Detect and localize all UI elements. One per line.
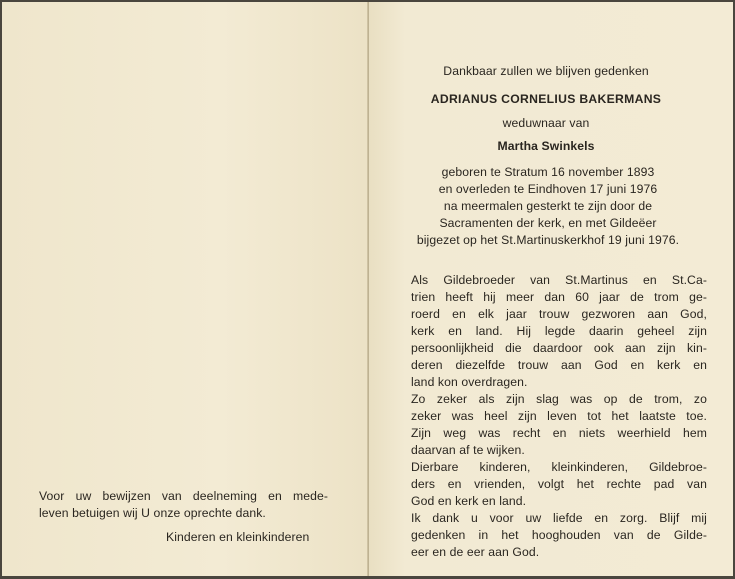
relation-line: weduwnaar van: [502, 116, 590, 130]
deceased-name: ADRIANUS CORNELIUS BAKERMANS: [430, 92, 662, 106]
details-line: en overleden te Eindhoven 17 juni 1976: [438, 182, 658, 196]
body-line: Als Gildebroeder van St.Martinus en St.Ca-: [411, 273, 707, 287]
body-line: zeker was heel zijn leven tot het laatste toe.: [411, 409, 707, 423]
body-text: [411, 272, 707, 561]
body-line: Zijn weg was recht en niets weerhield hem: [411, 426, 707, 440]
details-line: geboren te Stratum 16 november 1893: [441, 165, 655, 179]
body-line: kerk en land. Hij legde daarin geheel zijn: [411, 324, 707, 338]
body-line: ders en vrienden, volgt het rechte pad van: [411, 477, 707, 491]
thanks-block: [39, 488, 328, 522]
body-line: Ik dank u voor uw liefde en zorg. Blijf mij: [411, 511, 707, 525]
details-line: bijgezet op het St.Martinuskerkhof 19 juni 1976.: [416, 233, 680, 247]
body-line: land kon overdragen.: [411, 375, 528, 389]
body-line: gedenken in het hooghouden van de Gilde-: [411, 528, 707, 542]
thanks-line: leven betuigen wij U onze oprechte dank.: [39, 506, 266, 520]
body-line: deren diezelfde trouw aan God en kerk en: [411, 358, 707, 372]
body-line: Dierbare kinderen, kleinkinderen, Gildebroe-: [411, 460, 707, 474]
body-line: Zo zeker als zijn slag was op de trom, zo: [411, 392, 707, 406]
intro-line: Dankbaar zullen we blijven gedenken: [443, 64, 649, 78]
spouse-name: Martha Swinkels: [497, 139, 595, 153]
thanks-line: Voor uw bewijzen van deelneming en mede-: [39, 489, 328, 503]
body-line: God en kerk en land.: [411, 494, 527, 508]
body-line: eer en de eer aan God.: [411, 545, 540, 559]
body-line: trien heeft hij meer dan 60 jaar de trom ge-: [411, 290, 707, 304]
details-line: na meermalen gesterkt te zijn door de: [443, 199, 653, 213]
details-line: Sacramenten der kerk, en met Gildeëer: [439, 216, 657, 230]
body-line: daarvan af te wijken.: [411, 443, 525, 457]
right-page: [369, 2, 733, 576]
body-line: persoonlijkheid die daardoor ook aan zijn kin-: [411, 341, 707, 355]
signature: Kinderen en kleinkinderen: [166, 530, 310, 544]
left-page: [2, 2, 368, 576]
body-line: roerd en elk jaar trouw gezworen aan God,: [411, 307, 707, 321]
details-block: [369, 164, 727, 249]
